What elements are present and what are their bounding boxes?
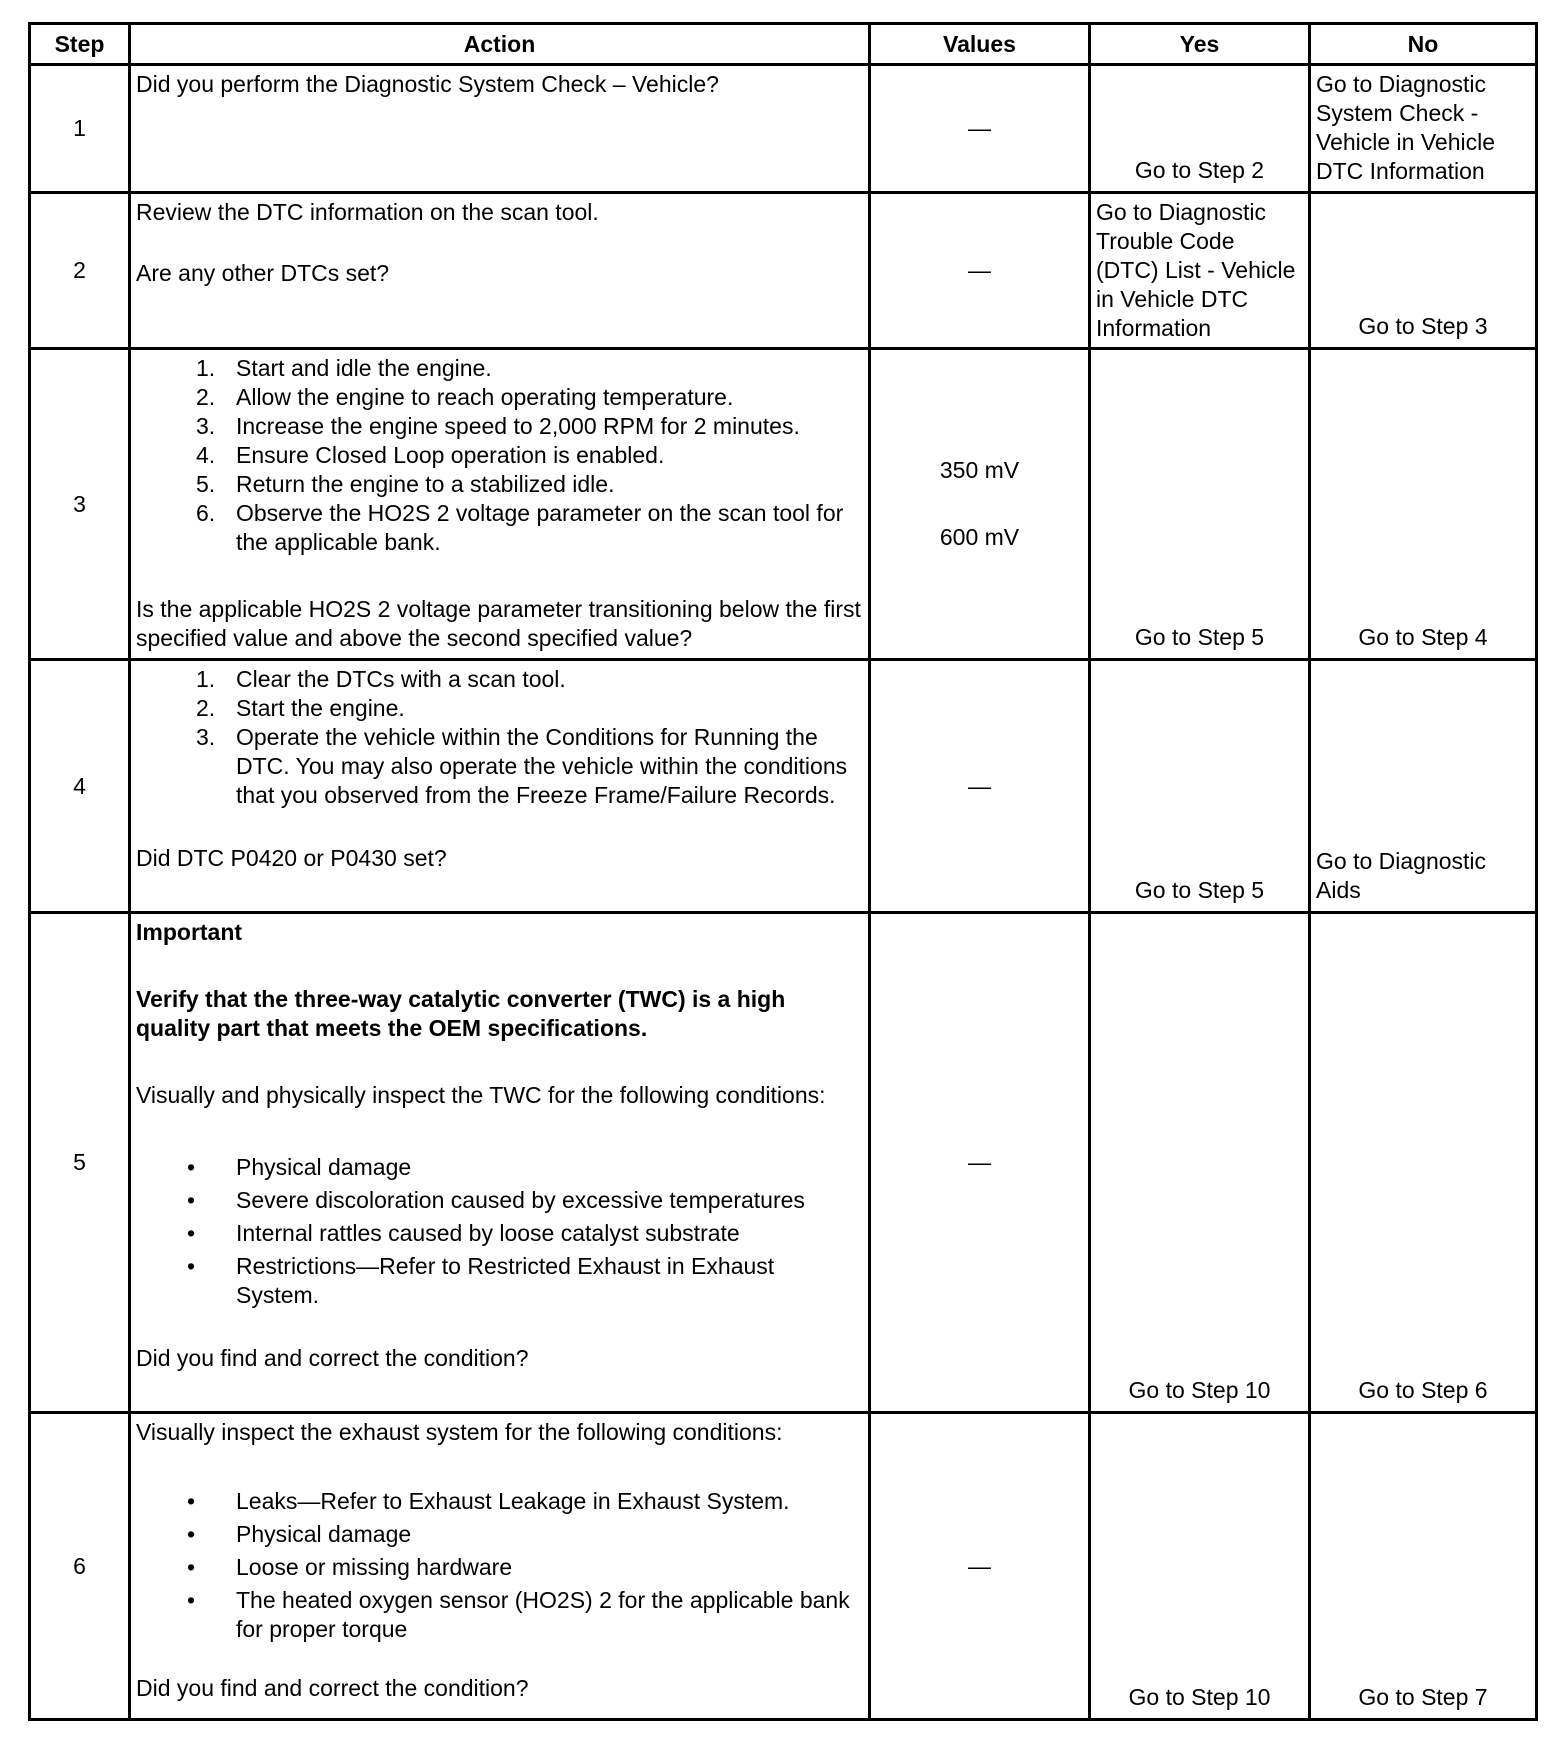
no-link[interactable]: Go to Step 7 [1358, 1684, 1488, 1710]
question-text: Did you find and correct the condition? [136, 1675, 529, 1701]
list-item: 4. Ensure Closed Loop operation is enabled. [196, 442, 665, 468]
step-number: 5 [30, 913, 130, 1413]
no-link[interactable]: Go to Step 3 [1358, 313, 1488, 339]
procedure-list [136, 665, 863, 810]
no-cell [1310, 65, 1537, 193]
intro-text: Visually inspect the exhaust system for the following conditions: [136, 1419, 783, 1445]
no-cell [1310, 660, 1537, 913]
bullet-icon: • [187, 1154, 196, 1180]
value-cell: — [870, 660, 1090, 913]
action-cell [130, 913, 870, 1413]
no-link[interactable]: Go to Step 6 [1358, 1377, 1488, 1403]
value-cell [870, 349, 1090, 660]
action-cell [130, 193, 870, 349]
header-values: Values [870, 24, 1090, 65]
question-text: Did DTC P0420 or P0430 set? [136, 845, 447, 871]
list-item: 2. Start the engine. [196, 695, 405, 721]
step-number: 4 [30, 660, 130, 913]
action-cell [130, 349, 870, 660]
header-yes: Yes [1090, 24, 1310, 65]
header-no: No [1310, 24, 1537, 65]
list-item: 1. Clear the DTCs with a scan tool. [196, 666, 566, 692]
yes-link[interactable]: Go to Step 10 [1128, 1684, 1271, 1710]
no-link[interactable]: Go to Step 4 [1358, 624, 1488, 650]
step-number: 3 [30, 349, 130, 660]
list-item: • Leaks—Refer to Exhaust Leakage in Exhaust System. [136, 1487, 863, 1516]
table-row-step-3 [30, 349, 1537, 660]
list-item: • Restrictions—Refer to Restricted Exhaust in Exhaust System. [136, 1252, 863, 1310]
value-cell: — [870, 913, 1090, 1413]
yes-link[interactable]: Go to Diagnostic Trouble Code (DTC) List - Vehicle in Vehicle DTC Information [1096, 199, 1296, 341]
bullet-icon: • [187, 1220, 196, 1246]
no-cell [1310, 913, 1537, 1413]
condition-list [136, 1487, 863, 1644]
no-cell [1310, 349, 1537, 660]
yes-cell [1090, 193, 1310, 349]
intro-text: Review the DTC information on the scan tool. [136, 199, 599, 225]
value-low: 350 mV [939, 457, 1020, 483]
diagnostic-table [28, 22, 1538, 1721]
table-row-step-6 [30, 1413, 1537, 1720]
header-row [30, 24, 1537, 65]
no-cell [1310, 1413, 1537, 1720]
action-cell [130, 1413, 870, 1720]
step-number: 1 [30, 65, 130, 193]
yes-link[interactable]: Go to Step 5 [1134, 877, 1265, 903]
question-text: Did you find and correct the condition? [136, 1345, 529, 1371]
list-item: 2. Allow the engine to reach operating temperature. [196, 384, 734, 410]
list-item: • Internal rattles caused by loose catalyst substrate [136, 1219, 863, 1248]
bullet-icon: • [187, 1253, 196, 1279]
no-cell [1310, 193, 1537, 349]
no-link[interactable]: Go to Diagnostic Aids [1316, 848, 1487, 903]
important-text: Verify that the three-way catalytic converter (TWC) is a high quality part that meets the OEM specifications. [136, 986, 786, 1041]
table-row-step-1 [30, 65, 1537, 193]
list-item: 3. Operate the vehicle within the Conditions for Running the DTC. You may also operate the vehicle within the conditions that you observed from the Freeze Frame/Failure Records. [196, 724, 848, 808]
yes-link[interactable]: Go to Step 10 [1128, 1377, 1271, 1403]
step-number: 2 [30, 193, 130, 349]
value-cell: — [870, 193, 1090, 349]
bullet-icon: • [187, 1187, 196, 1213]
bullet-icon: • [187, 1488, 196, 1514]
table-row-step-5 [30, 913, 1537, 1413]
list-item: 6. Observe the HO2S 2 voltage parameter on the scan tool for the applicable bank. [196, 500, 844, 555]
action-cell [130, 65, 870, 193]
yes-cell [1090, 660, 1310, 913]
bullet-icon: • [187, 1587, 196, 1613]
no-link[interactable]: Go to Diagnostic System Check - Vehicle in Vehicle DTC Information [1316, 71, 1496, 184]
list-item: • Severe discoloration caused by excessive temperatures [136, 1186, 863, 1215]
header-step: Step [30, 24, 130, 65]
yes-cell [1090, 913, 1310, 1413]
yes-link[interactable]: Go to Step 2 [1134, 157, 1265, 183]
question-text: Are any other DTCs set? [136, 260, 390, 286]
list-item: 1. Start and idle the engine. [196, 355, 492, 381]
list-item: 3. Increase the engine speed to 2,000 RPM for 2 minutes. [196, 413, 800, 439]
list-item: 5. Return the engine to a stabilized idle. [196, 471, 615, 497]
action-cell [130, 660, 870, 913]
yes-cell [1090, 65, 1310, 193]
value-high: 600 mV [939, 524, 1020, 550]
yes-cell [1090, 349, 1310, 660]
list-item: • Physical damage [136, 1153, 863, 1182]
yes-link[interactable]: Go to Step 5 [1134, 624, 1265, 650]
table-row-step-2 [30, 193, 1537, 349]
question-text: Is the applicable HO2S 2 voltage parameter transitioning below the first specified value and above the second specified value? [136, 596, 861, 651]
list-item: • The heated oxygen sensor (HO2S) 2 for the applicable bank for proper torque [136, 1586, 863, 1644]
procedure-list [136, 354, 863, 557]
condition-list [136, 1153, 863, 1310]
important-heading: Important [136, 919, 243, 945]
table-row-step-4 [30, 660, 1537, 913]
step-number: 6 [30, 1413, 130, 1720]
header-action: Action [130, 24, 870, 65]
intro-text: Visually and physically inspect the TWC for the following conditions: [136, 1082, 826, 1108]
yes-cell [1090, 1413, 1310, 1720]
value-cell: — [870, 1413, 1090, 1720]
value-cell: — [870, 65, 1090, 193]
list-item: • Physical damage [136, 1520, 863, 1549]
bullet-icon: • [187, 1521, 196, 1547]
list-item: • Loose or missing hardware [136, 1553, 863, 1582]
bullet-icon: • [187, 1554, 196, 1580]
question-text: Did you perform the Diagnostic System Check – Vehicle? [136, 71, 719, 97]
